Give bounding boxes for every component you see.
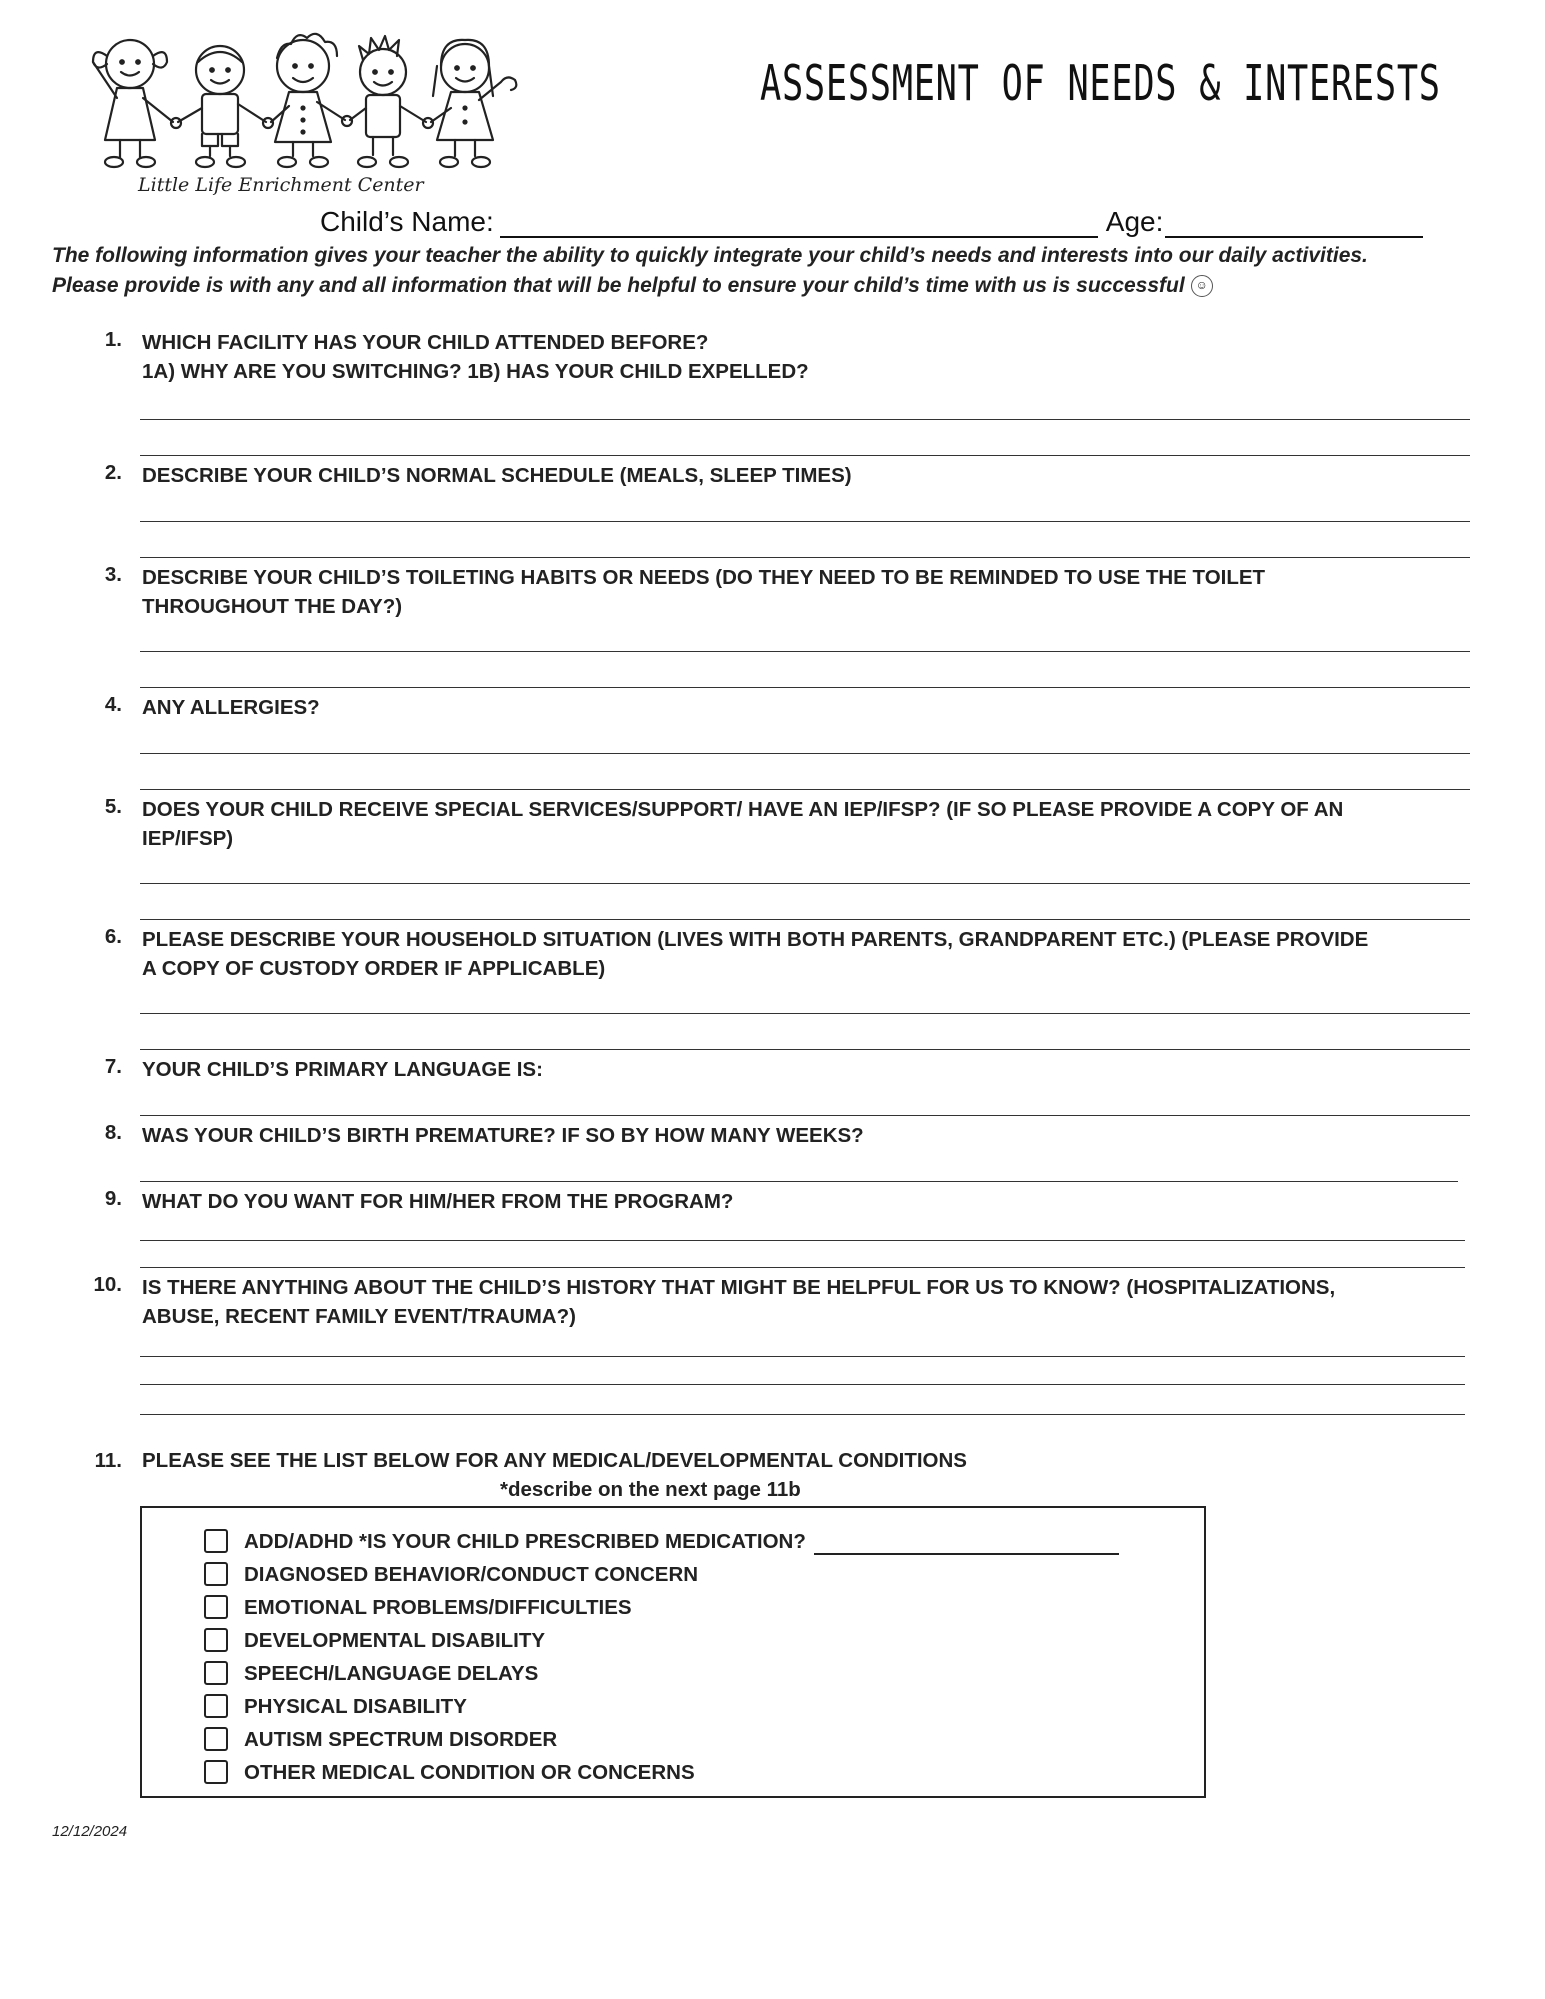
condition-speech: SPEECH/LANGUAGE DELAYS [204,1662,538,1692]
question-text: WAS YOUR CHILD’S BIRTH PREMATURE? IF SO BY HOW MANY WEEKS? [142,1124,864,1147]
medication-field[interactable] [814,1533,1119,1555]
question-number: 11. [94,1449,122,1472]
answer-line[interactable] [140,1267,1465,1268]
answer-line[interactable] [140,1181,1458,1182]
checkbox[interactable] [204,1760,228,1784]
answer-line[interactable] [140,753,1470,754]
answer-line[interactable] [140,1414,1465,1415]
condition-emotional: EMOTIONAL PROBLEMS/DIFFICULTIES [204,1596,632,1626]
answer-line[interactable] [140,455,1470,456]
question-text: DESCRIBE YOUR CHILD’S NORMAL SCHEDULE (MEALS, SLEEP TIMES) [142,464,852,487]
question-number: 8. [104,1121,122,1144]
checkbox[interactable] [204,1562,228,1586]
answer-line[interactable] [140,1240,1465,1241]
child-name-label: Child’s Name: [320,206,494,237]
checkbox[interactable] [204,1661,228,1685]
page-title: ASSESSMENT OF NEEDS & INTERESTS [760,55,1441,112]
answer-line[interactable] [140,419,1470,420]
logo-caption: Little Life Enrichment Center [138,174,424,196]
answer-line[interactable] [140,687,1470,688]
checkbox[interactable] [204,1727,228,1751]
question-number: 6. [104,925,122,948]
checkbox[interactable] [204,1628,228,1652]
answer-line[interactable] [140,883,1470,884]
age-field[interactable] [1165,212,1423,238]
checkbox[interactable] [204,1529,228,1553]
question-number: 2. [104,461,122,484]
child-info-row [320,206,1423,238]
conditions-heading: PLEASE SEE THE LIST BELOW FOR ANY MEDICAL/DEVELOPMENTAL CONDITIONS [142,1449,967,1472]
condition-physical: PHYSICAL DISABILITY [204,1695,467,1725]
question-number: 9. [104,1187,122,1210]
question-text: ANY ALLERGIES? [142,696,320,719]
answer-line[interactable] [140,1013,1470,1014]
child-name-field[interactable] [500,212,1098,238]
question-number: 4. [104,693,122,716]
answer-line[interactable] [140,557,1470,558]
answer-line[interactable] [140,521,1470,522]
answer-line[interactable] [140,1049,1470,1050]
condition-autism: AUTISM SPECTRUM DISORDER [204,1728,557,1758]
question-number: 7. [104,1055,122,1078]
revision-date: 12/12/2024 [52,1823,128,1840]
condition-add-adhd: ADD/ADHD *IS YOUR CHILD PRESCRIBED MEDICATION? [204,1530,1119,1560]
answer-line[interactable] [140,1115,1470,1116]
conditions-checklist [140,1506,1206,1798]
question-text: PLEASE DESCRIBE YOUR HOUSEHOLD SITUATION (LIVES WITH BOTH PARENTS, GRANDPARENT ETC.) (PLEASE PROVIDE A COPY OF CUSTODY ORDER IF APPLICABLE) [142,928,1369,980]
answer-line[interactable] [140,919,1470,920]
question-text: DESCRIBE YOUR CHILD’S TOILETING HABITS OR NEEDS (DO THEY NEED TO BE REMINDED TO USE THE TOILET THROUGHOUT THE DAY?) [142,566,1266,618]
answer-line[interactable] [140,789,1470,790]
center-logo [55,22,535,207]
checkbox[interactable] [204,1595,228,1619]
question-number: 1. [104,328,122,351]
question-text: WHAT DO YOU WANT FOR HIM/HER FROM THE PROGRAM? [142,1190,734,1213]
question-text: DOES YOUR CHILD RECEIVE SPECIAL SERVICES/SUPPORT/ HAVE AN IEP/IFSP? (IF SO PLEASE PROVIDE A COPY OF AN IEP/IFSP) [142,798,1344,850]
condition-behavior: DIAGNOSED BEHAVIOR/CONDUCT CONCERN [204,1563,698,1593]
intro-line-2: Please provide is with any and all information that will be helpful to ensure your child’s time with us is successful ☺ [52,271,1512,301]
question-text: YOUR CHILD’S PRIMARY LANGUAGE IS: [142,1058,543,1081]
condition-other: OTHER MEDICAL CONDITION OR CONCERNS [204,1761,695,1791]
answer-line[interactable] [140,651,1470,652]
question-number: 10. [93,1273,122,1296]
condition-developmental: DEVELOPMENTAL DISABILITY [204,1629,545,1659]
question-number: 3. [104,563,122,586]
question-text: IS THERE ANYTHING ABOUT THE CHILD’S HISTORY THAT MIGHT BE HELPFUL FOR US TO KNOW? (HOSPITALIZATIONS, ABUSE, RECENT FAMILY EVENT/TRAUMA?) [142,1276,1336,1328]
question-text: WHICH FACILITY HAS YOUR CHILD ATTENDED BEFORE? 1A) WHY ARE YOU SWITCHING? 1B) HAS YOUR CHILD EXPELLED? [142,331,809,383]
answer-line[interactable] [140,1356,1465,1357]
smiley-icon: ☺ [1191,275,1213,297]
checkbox[interactable] [204,1694,228,1718]
children-holding-hands-drawing [55,22,535,172]
intro-line-1: The following information gives your teacher the ability to quickly integrate your child’s needs and interests into our daily activities. [52,244,1368,267]
intro-text [52,241,1512,301]
question-number: 5. [104,795,122,818]
answer-line[interactable] [140,1384,1465,1385]
conditions-subheading: *describe on the next page 11b [500,1478,801,1501]
age-label: Age: [1105,206,1164,237]
